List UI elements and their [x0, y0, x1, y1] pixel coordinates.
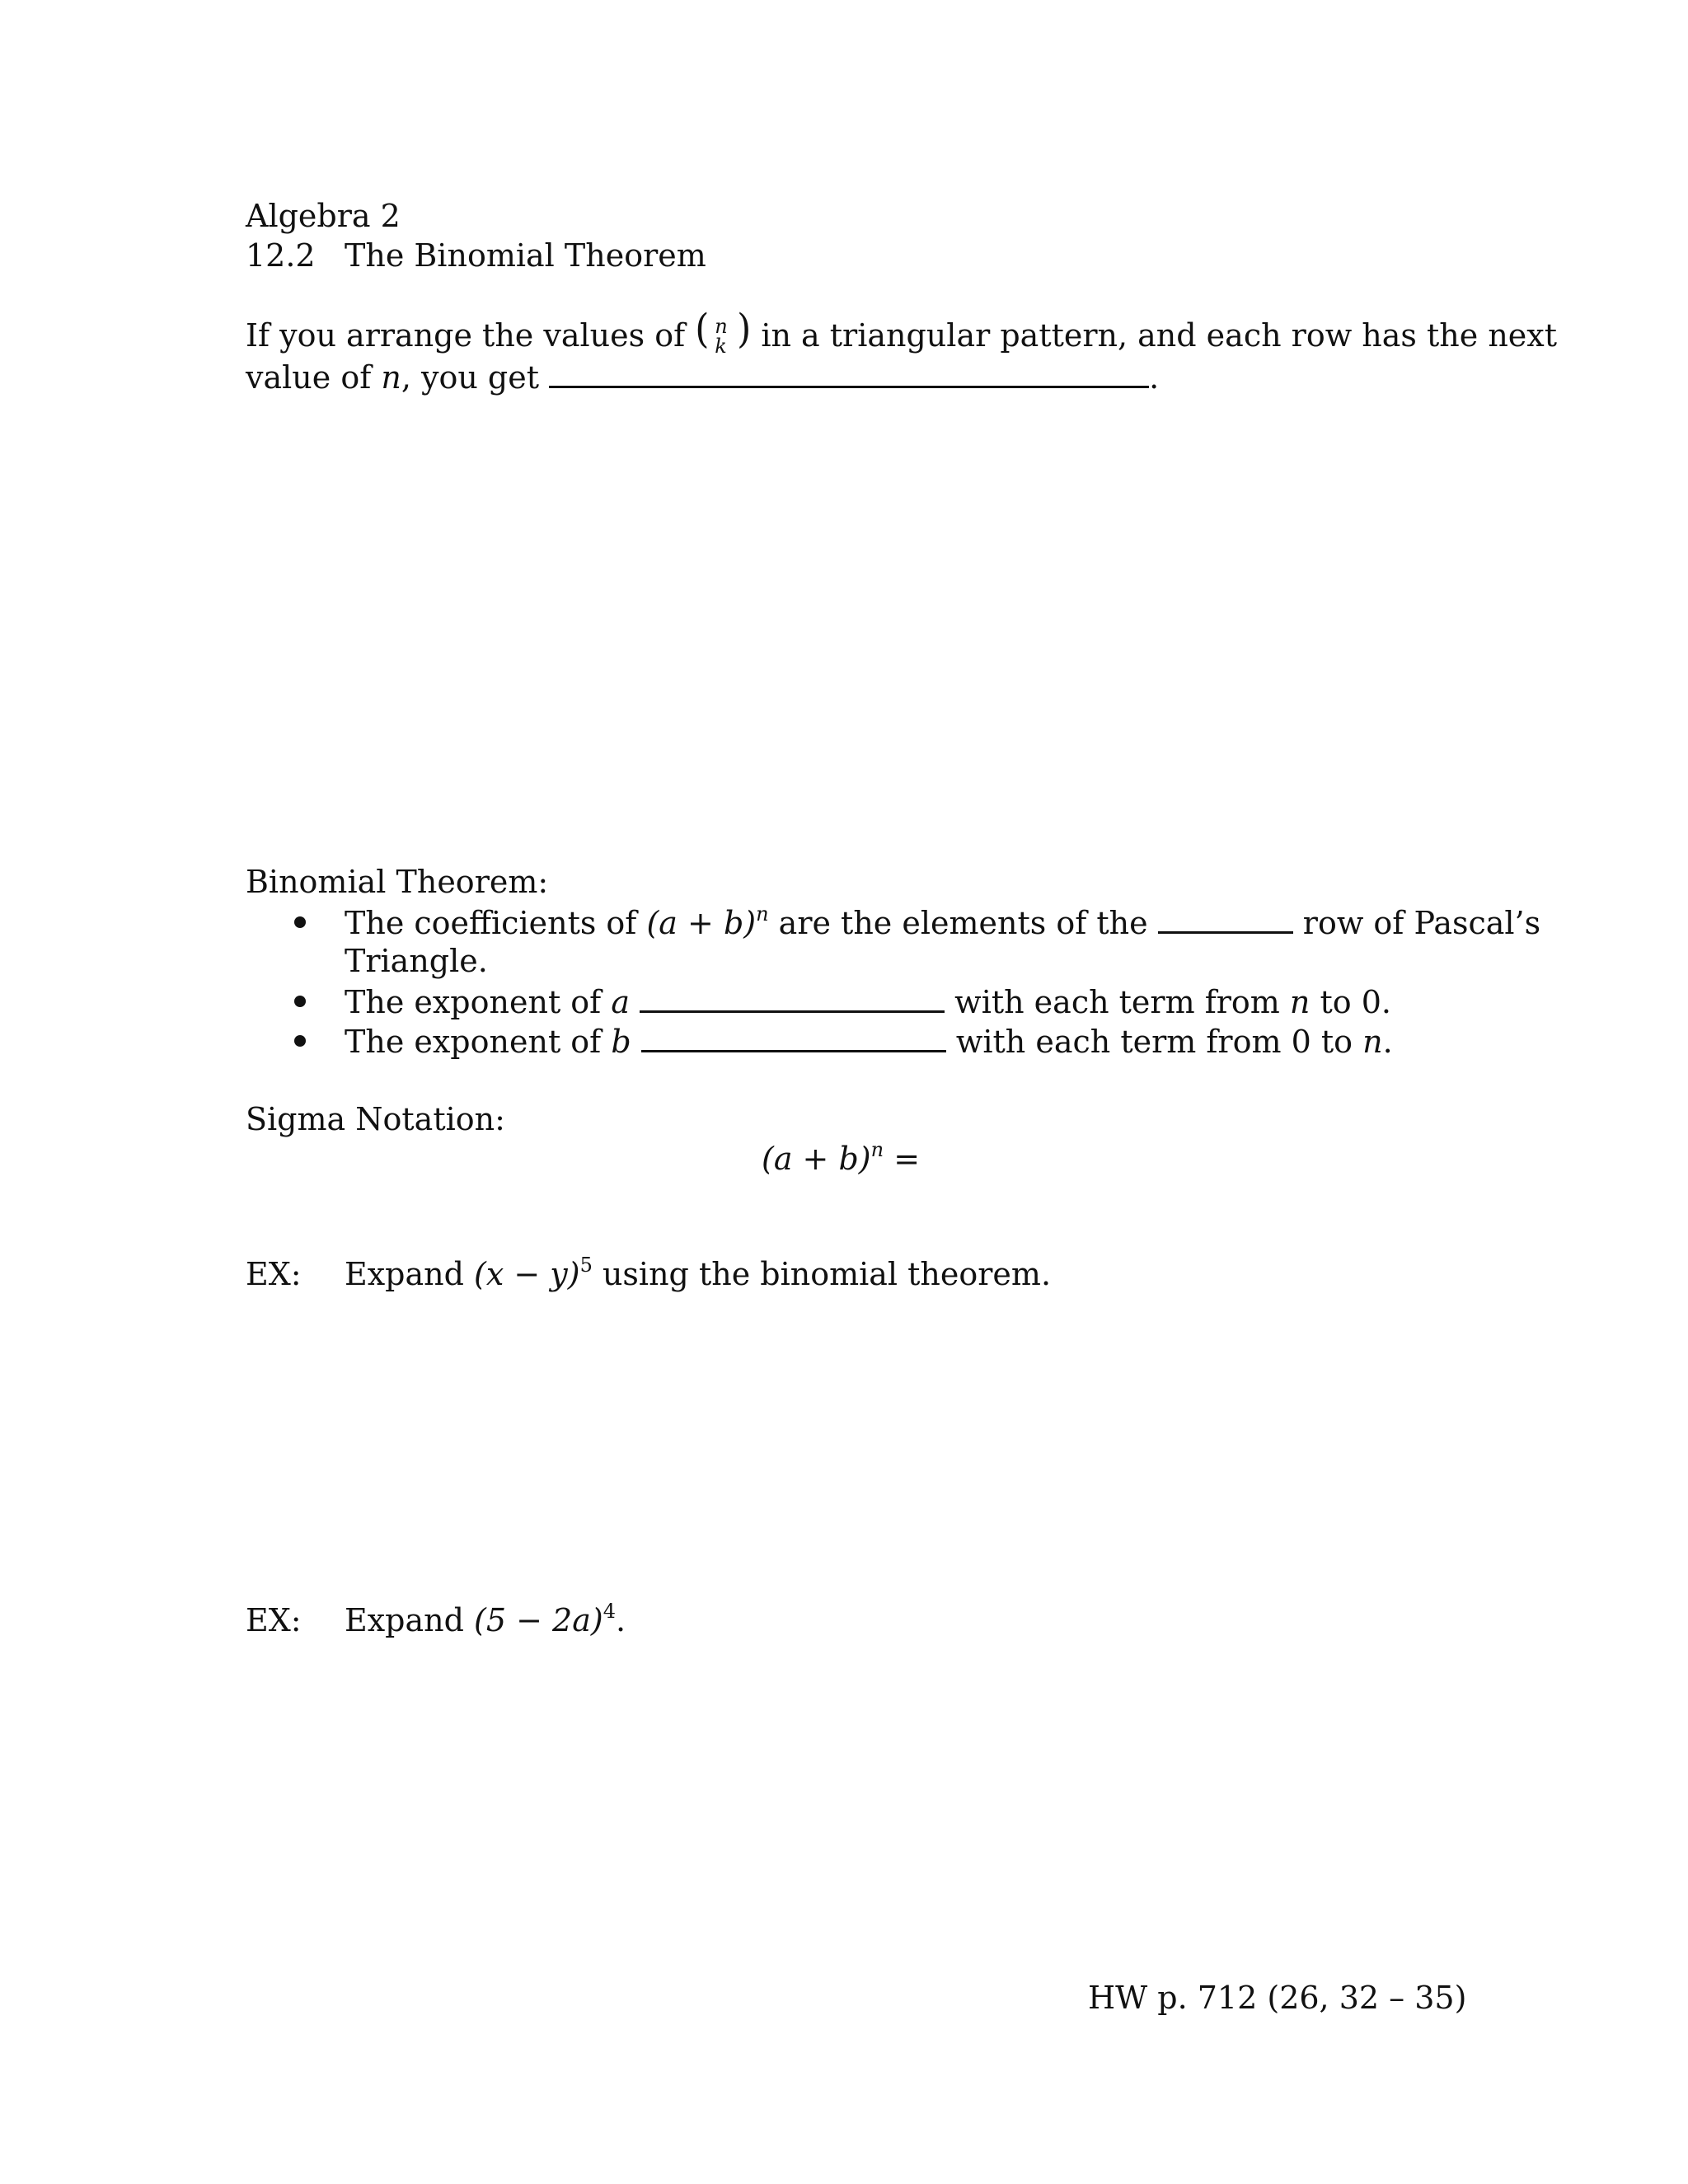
- bullet1-expr: (a + b): [646, 905, 757, 941]
- bullet3-text-a: The exponent of: [345, 1024, 612, 1060]
- example1-text-a: Expand: [345, 1256, 475, 1292]
- bullet2-text-b: with each term from: [954, 984, 1290, 1020]
- intro-period: .: [1149, 359, 1160, 396]
- example2-exp: 4: [603, 1600, 616, 1623]
- example-1-text: [345, 1254, 1051, 1294]
- bullet-dot-1: [294, 916, 306, 928]
- sigma-exp: n: [870, 1138, 884, 1161]
- bullet-3: [345, 1020, 1393, 1062]
- answer-blank-pascal[interactable]: [549, 356, 1149, 388]
- bullet-dot-2: [294, 996, 306, 1007]
- bullet2-n: n: [1289, 984, 1311, 1020]
- bullet1-exp: n: [756, 902, 769, 926]
- binomial-theorem-heading: Binomial Theorem:: [246, 864, 549, 900]
- binom-top: n: [715, 315, 728, 338]
- bullet1-text-c: row of Pascal’s: [1302, 905, 1541, 941]
- bullet1-text-a: The coefficients of: [345, 905, 647, 941]
- bullet3-n: n: [1362, 1024, 1383, 1060]
- example1-text-b: using the binomial theorem.: [592, 1256, 1052, 1292]
- intro-n: n: [381, 359, 401, 396]
- bullet2-text-a: The exponent of: [345, 984, 612, 1020]
- intro-text-before: If you arrange the values of: [246, 317, 686, 354]
- bullet3-var: b: [611, 1024, 631, 1060]
- section-title: The Binomial Theorem: [345, 237, 706, 274]
- answer-blank-exponent-a[interactable]: [640, 981, 945, 1013]
- intro-line2-a: value of: [246, 359, 382, 396]
- intro-line-1: [246, 306, 1557, 358]
- binomial-coefficient: ( n k ): [695, 315, 751, 351]
- bullet1-text-b: are the elements of the: [768, 905, 1148, 941]
- bullet3-text-b: with each term from 0 to: [955, 1024, 1363, 1060]
- bullet-dot-3: [294, 1035, 306, 1047]
- sigma-equals: =: [884, 1141, 921, 1177]
- bullet-1-continuation: Triangle.: [345, 943, 488, 979]
- section-number: 12.2: [246, 237, 316, 274]
- sigma-notation-heading: Sigma Notation:: [246, 1101, 505, 1137]
- answer-blank-row[interactable]: [1158, 902, 1293, 934]
- bullet-2: [345, 981, 1391, 1022]
- example1-exp: 5: [579, 1254, 593, 1277]
- bullet2-text-c: to 0.: [1310, 984, 1391, 1020]
- bullet-1: [345, 902, 1540, 943]
- bullet2-var: a: [611, 984, 630, 1020]
- bullet3-text-c: .: [1382, 1024, 1393, 1060]
- binom-bottom: k: [715, 335, 727, 358]
- example2-text-b: .: [615, 1602, 626, 1638]
- example2-text-a: Expand: [345, 1602, 475, 1638]
- sigma-expr: (a + b): [762, 1141, 871, 1177]
- course-title: Algebra 2: [246, 198, 401, 234]
- intro-text-after: in a triangular pattern, and each row has the next: [761, 317, 1557, 354]
- homework-assignment: HW p. 712 (26, 32 – 35): [1088, 1980, 1467, 2016]
- example-2-label: EX:: [246, 1602, 302, 1638]
- sigma-expression: [762, 1139, 920, 1179]
- example1-expr: (x − y): [474, 1256, 580, 1292]
- intro-line2-b: , you get: [401, 359, 539, 396]
- answer-blank-exponent-b[interactable]: [641, 1020, 946, 1052]
- intro-line-2: [246, 356, 1159, 397]
- example-1-label: EX:: [246, 1256, 302, 1292]
- example2-expr: (5 − 2a): [474, 1602, 603, 1638]
- example-2-text: [345, 1601, 626, 1640]
